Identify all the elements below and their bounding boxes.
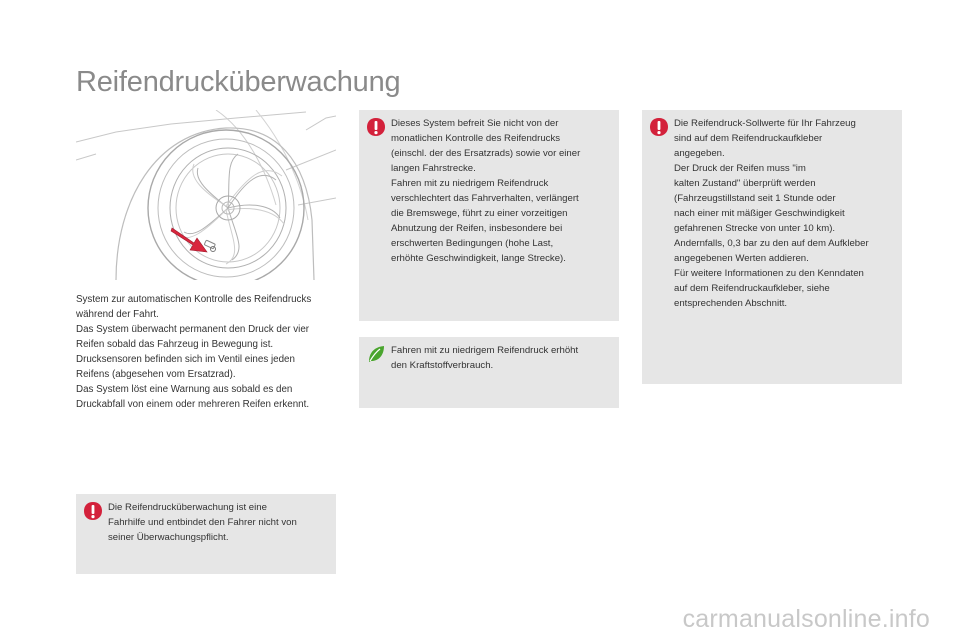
intro-text: [76, 292, 344, 412]
wheel-drawing: [76, 110, 336, 280]
text-line: System zur automatischen Kontrolle des Reifendrucks: [76, 294, 312, 305]
text-line: nach einer mit mäßiger Geschwindigkeit: [674, 208, 845, 219]
text-line: auf dem Reifendruckaufkleber, siehe: [674, 283, 830, 294]
text-line: Druckabfall von einem oder mehreren Reifen erkennt.: [76, 399, 310, 410]
page-title: Reifendrucküberwachung: [76, 66, 401, 98]
text-line: kalten Zustand" überprüft werden: [674, 178, 816, 189]
text-line: entsprechenden Abschnitt.: [674, 298, 788, 309]
text-line: Für weitere Informationen zu den Kenndaten: [674, 268, 864, 279]
text-line: Das System überwacht permanent den Druck der vier: [76, 324, 310, 335]
warning-icon: [648, 116, 670, 138]
text-line: während der Fahrt.: [76, 309, 159, 320]
text-line: erschwerten Bedingungen (hohe Last,: [391, 238, 554, 249]
text-line: erhöhte Geschwindigkeit, lange Strecke).: [391, 253, 566, 264]
text-line: langen Fahrstrecke.: [391, 163, 476, 174]
text-line: den Kraftstoffverbrauch.: [391, 360, 494, 371]
text-line: Die Reifendrucküberwachung ist eine: [108, 502, 267, 513]
text-line: Abnutzung der Reifen, insbesondere bei: [391, 223, 563, 234]
note-pressure-setpoints: [642, 110, 902, 384]
text-line: Fahren mit zu niedrigem Reifendruck erhöht: [391, 345, 579, 356]
text-line: Reifen sobald das Fahrzeug in Bewegung ist.: [76, 339, 274, 350]
text-line: Andernfalls, 0,3 bar zu den auf dem Aufkleber: [674, 238, 869, 249]
text-line: Drucksensoren befinden sich im Ventil eines jeden: [76, 354, 295, 365]
eco-leaf-icon: [365, 343, 387, 365]
text-line: Reifens (abgesehen vom Ersatzrad).: [76, 369, 236, 380]
note-fuel-consumption: [359, 337, 619, 408]
text-line: Fahren mit zu niedrigem Reifendruck: [391, 178, 549, 189]
text-line: seiner Überwachungspflicht.: [108, 532, 229, 543]
warning-icon: [82, 500, 104, 522]
text-line: angegeben.: [674, 148, 725, 159]
text-line: (einschl. der des Ersatzrads) sowie vor einer: [391, 148, 581, 159]
text-line: (Fahrzeugstillstand seit 1 Stunde oder: [674, 193, 836, 204]
wheel-valve-illustration: [76, 110, 336, 280]
note-monthly-check: [359, 110, 619, 321]
text-line: Fahrhilfe und entbindet den Fahrer nicht von: [108, 517, 297, 528]
watermark: carmanualsonline.info: [682, 605, 930, 633]
text-line: Die Reifendruck-Sollwerte für Ihr Fahrzeug: [674, 118, 856, 129]
text-line: verschlechtert das Fahrverhalten, verlängert: [391, 193, 579, 204]
text-line: Das System löst eine Warnung aus sobald es den: [76, 384, 293, 395]
text-line: monatlichen Kontrolle des Reifendrucks: [391, 133, 561, 144]
text-line: Der Druck der Reifen muss "im: [674, 163, 806, 174]
text-line: die Bremswege, führt zu einer vorzeitigen: [391, 208, 568, 219]
text-line: gefahrenen Strecke von unter 10 km).: [674, 223, 836, 234]
note-driver-aid: [76, 494, 336, 574]
text-line: Dieses System befreit Sie nicht von der: [391, 118, 559, 129]
text-line: angegebenen Werten addieren.: [674, 253, 809, 264]
text-line: sind auf dem Reifendruckaufkleber: [674, 133, 823, 144]
warning-icon: [365, 116, 387, 138]
